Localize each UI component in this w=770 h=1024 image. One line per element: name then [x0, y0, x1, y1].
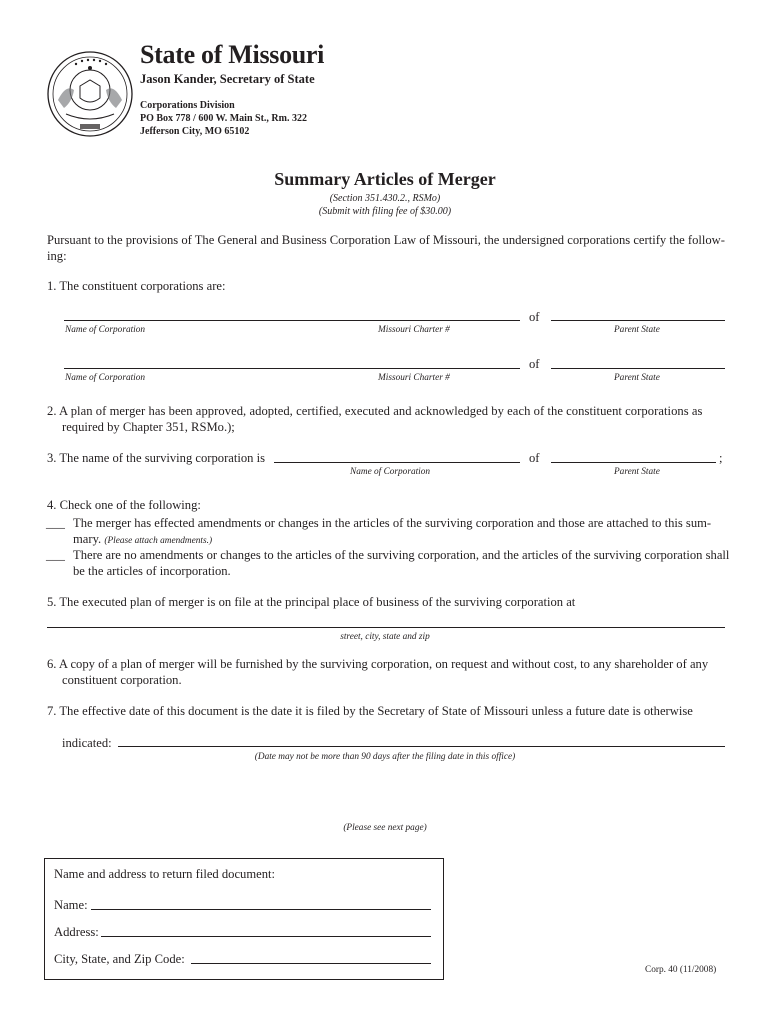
corporation-2-name-field[interactable] — [64, 368, 520, 369]
return-name-field[interactable] — [91, 909, 431, 910]
surviving-corporation-state-field[interactable] — [551, 462, 716, 463]
return-address-box — [44, 858, 444, 980]
corporation-1-state-field[interactable] — [551, 320, 725, 321]
caption-charter-number: Missouri Charter # — [378, 373, 450, 383]
division-name: Corporations Division — [140, 100, 235, 111]
address-line-1: PO Box 778 / 600 W. Main St., Rm. 322 — [140, 113, 307, 124]
return-box-heading: Name and address to return filed document: — [54, 867, 276, 881]
section-reference: (Section 351.430.2., RSMo) — [329, 193, 441, 204]
name-label: Name: — [54, 898, 88, 912]
of-label: of — [529, 357, 540, 371]
item-7-indicated: indicated: — [62, 736, 112, 750]
effective-date-field[interactable] — [118, 746, 725, 747]
item-4-text: 4. Check one of the following: — [47, 498, 201, 512]
state-title: State of Missouri — [140, 40, 325, 69]
caption-corporation-name: Name of Corporation — [65, 325, 146, 335]
intro-text-cont: ing: — [47, 249, 67, 263]
caption-corporation-name: Name of Corporation — [65, 373, 146, 383]
option-2-checkbox[interactable]: ___ — [46, 548, 65, 562]
option-2-text-cont: be the articles of incorporation. — [73, 564, 231, 578]
item-7-text: 7. The effective date of this document is the date it is filed by the Secretary of State of Missouri unless a future date is otherwise — [47, 704, 693, 718]
option-1-mary: mary. — [73, 532, 102, 546]
plan-location-field[interactable] — [47, 627, 725, 628]
option-1-text-cont — [73, 531, 212, 548]
item-2-text: 2. A plan of merger has been approved, adopted, certified, executed and acknowledged by each of the constituent corporations as — [47, 404, 703, 418]
caption-corporation-name: Name of Corporation — [350, 467, 431, 477]
return-address-field[interactable] — [101, 936, 431, 937]
caption-parent-state: Parent State — [614, 373, 660, 383]
corporation-1-name-field[interactable] — [64, 320, 520, 321]
form-number: Corp. 40 (11/2008) — [645, 965, 717, 975]
city-state-zip-label: City, State, and Zip Code: — [54, 952, 185, 966]
option-1-text: The merger has effected amendments or changes in the articles of the surviving corporation and those are attached to this sum- — [73, 516, 712, 530]
of-label: of — [529, 310, 540, 324]
item-5-text: 5. The executed plan of merger is on file at the principal place of business of the surviving corporation at — [47, 595, 576, 609]
corporation-2-state-field[interactable] — [551, 368, 725, 369]
option-2-text: There are no amendments or changes to the articles of the surviving corporation, and the articles of the surviving corporation shall — [73, 548, 730, 562]
seal-icon — [46, 50, 134, 138]
item-6-text: 6. A copy of a plan of merger will be furnished by the surviving corporation, on request and without cost, to any shareholder of any — [47, 657, 709, 671]
surviving-corporation-name-field[interactable] — [274, 462, 520, 463]
item-7-caption: (Date may not be more than 90 days after the filing date in this office) — [254, 752, 516, 762]
state-seal — [46, 50, 134, 138]
item-6-text-cont: constituent corporation. — [62, 673, 182, 687]
caption-parent-state: Parent State — [614, 325, 660, 335]
option-1-note: (Please attach amendments.) — [104, 536, 213, 546]
of-label: of — [529, 451, 540, 465]
item-3-text: 3. The name of the surviving corporation is — [47, 451, 266, 465]
address-line-2: Jefferson City, MO 65102 — [140, 126, 250, 137]
option-1-checkbox[interactable]: ___ — [46, 516, 65, 530]
item-1-text: 1. The constituent corporations are: — [47, 279, 226, 293]
return-city-state-zip-field[interactable] — [191, 963, 431, 964]
item-5-caption: street, city, state and zip — [340, 632, 430, 642]
secretary-name: Jason Kander, Secretary of State — [140, 72, 315, 86]
caption-parent-state: Parent State — [614, 467, 660, 477]
next-page-note: (Please see next page) — [343, 823, 427, 833]
caption-charter-number: Missouri Charter # — [378, 325, 450, 335]
form-title: Summary Articles of Merger — [274, 169, 496, 189]
item-2-text-cont: required by Chapter 351, RSMo.); — [62, 420, 235, 434]
semicolon: ; — [719, 451, 723, 465]
fee-note: (Submit with filing fee of $30.00) — [318, 206, 452, 217]
address-label: Address: — [54, 925, 99, 939]
intro-text: Pursuant to the provisions of The General and Business Corporation Law of Missouri, the undersigned corporations certify the follow- — [47, 233, 725, 247]
